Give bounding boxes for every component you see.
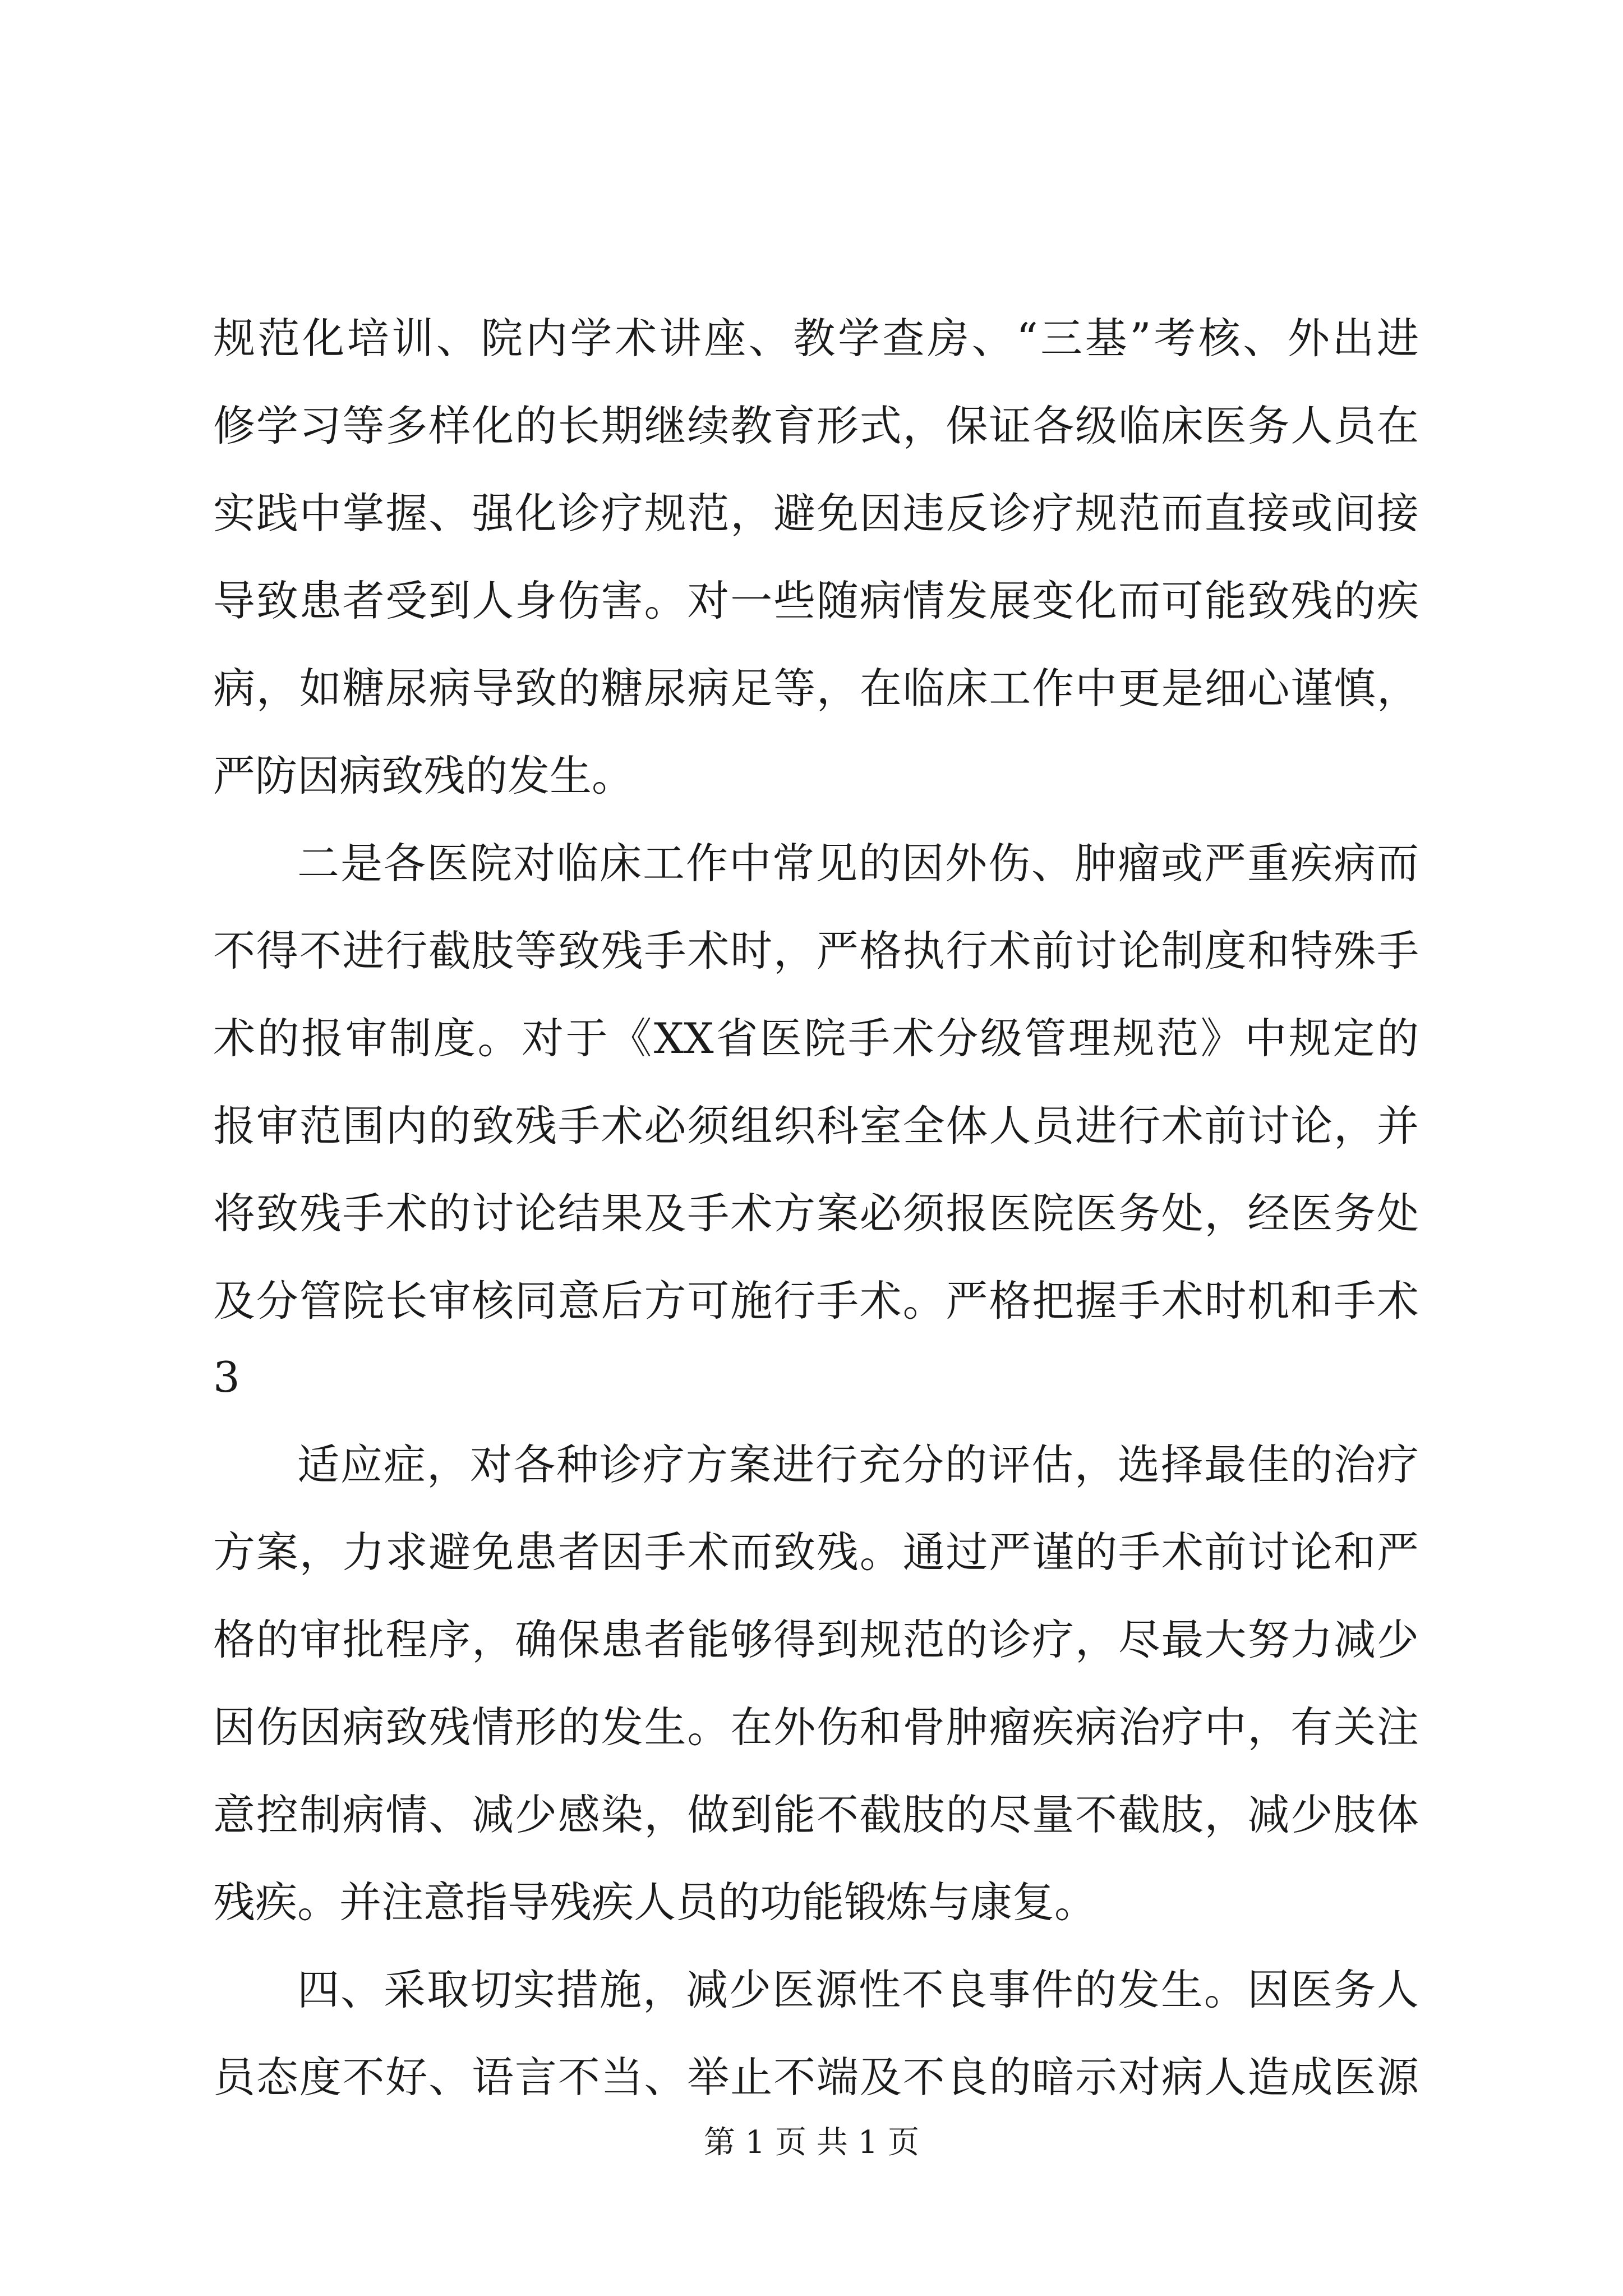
text-line: 方案，力求避免患者因手术而致残。通过严谨的手术前讨论和严 bbox=[213, 1527, 1419, 1577]
text-line: 严防因病致残的发生。 bbox=[213, 751, 634, 800]
text-line: 术的报审制度。对于《XX省医院手术分级管理规范》中规定的 bbox=[213, 1014, 1419, 1063]
text-line: 病，如糖尿病导致的糖尿病足等，在临床工作中更是细心谨慎， bbox=[213, 664, 1419, 713]
text-line: 格的审批程序，确保患者能够得到规范的诊疗，尽最大努力减少 bbox=[213, 1615, 1419, 1664]
text-line: 将致残手术的讨论结果及手术方案必须报医院医务处，经医务处 bbox=[213, 1189, 1419, 1238]
text-line: 员态度不好、语言不当、举止不端及不良的暗示对病人造成医源 bbox=[213, 2053, 1419, 2102]
text-line: 修学习等多样化的长期继续教育形式，保证各级临床医务人员在 bbox=[213, 401, 1419, 450]
text-line: 因伤因病致残情形的发生。在外伤和骨肿瘤疾病治疗中，有关注 bbox=[213, 1703, 1419, 1752]
text-line: 及分管院长审核同意后方可施行手术。严格把握手术时机和手术 bbox=[213, 1276, 1419, 1326]
text-line: 意控制病情、减少感染，做到能不截肢的尽量不截肢，减少肢体 bbox=[213, 1790, 1419, 1839]
text-line: 报审范围内的致残手术必须组织科室全体人员进行术前讨论，并 bbox=[213, 1101, 1419, 1151]
text-line: 不得不进行截肢等致残手术时，严格执行术前讨论制度和特殊手 bbox=[213, 926, 1419, 976]
text-line: 四、采取切实措施，减少医源性不良事件的发生。因医务人 bbox=[297, 1965, 1419, 2014]
text-line: 适应症，对各种诊疗方案进行充分的评估，选择最佳的治疗 bbox=[297, 1440, 1419, 1489]
text-line: 规范化培训、院内学术讲座、教学查房、“三基”考核、外出进 bbox=[213, 314, 1419, 363]
text-line: 残疾。并注意指导残疾人员的功能锻炼与康复。 bbox=[213, 1878, 1097, 1927]
text-line: 导致患者受到人身伤害。对一些随病情发展变化而可能致残的疾 bbox=[213, 576, 1419, 625]
page-number-marker: 3 bbox=[213, 1352, 240, 1402]
text-line: 二是各医院对临床工作中常见的因外伤、肿瘤或严重疾病而 bbox=[297, 839, 1419, 888]
page-footer: 第 1 页 共 1 页 bbox=[703, 2124, 920, 2161]
text-line: 实践中掌握、强化诊疗规范，避免因违反诊疗规范而直接或间接 bbox=[213, 489, 1419, 538]
